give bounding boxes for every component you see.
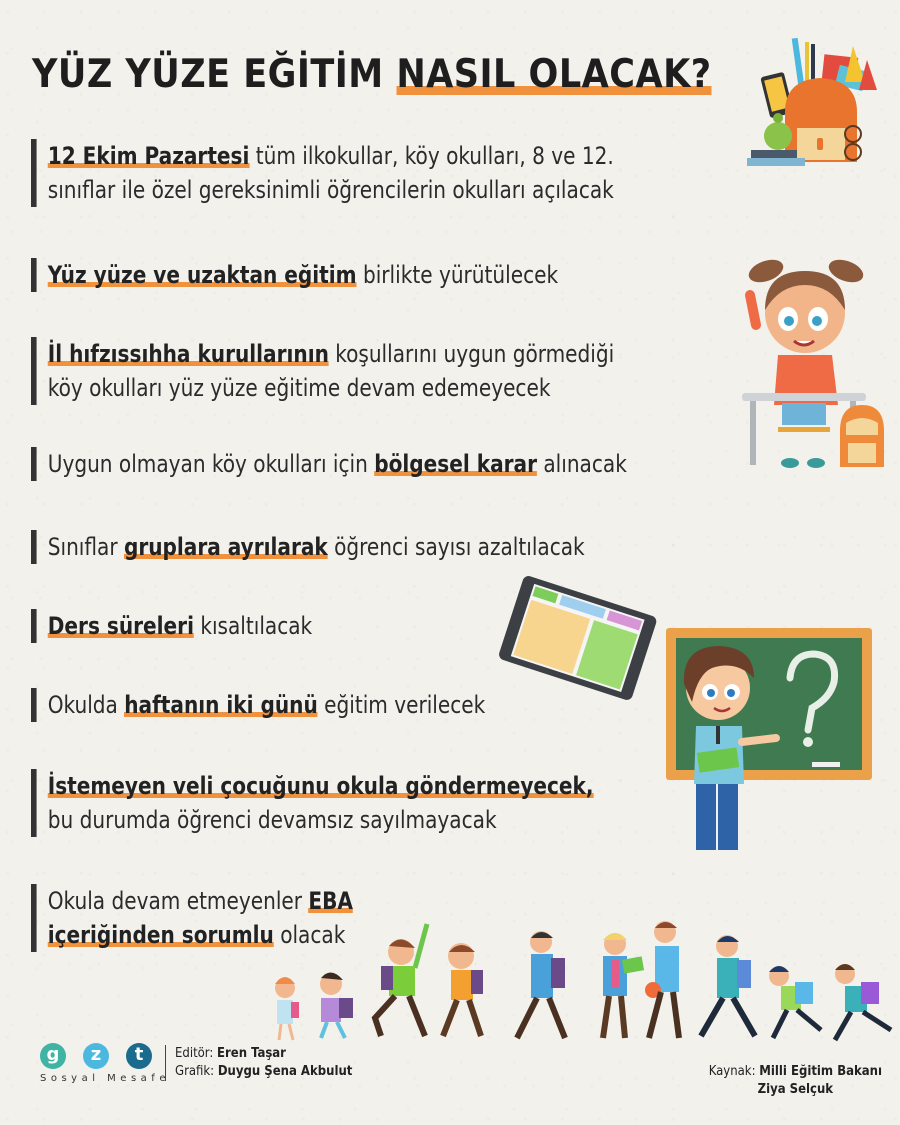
info-item-1 bbox=[31, 139, 614, 207]
tablet-icon bbox=[498, 572, 658, 702]
info-item-3 bbox=[31, 337, 614, 405]
item-text: Sınıflar bbox=[47, 533, 124, 561]
item-text-line2: sınıflar ile özel gereksinimli öğrencilerin okulları açılacak bbox=[47, 176, 614, 204]
credits bbox=[165, 1045, 352, 1081]
gzt-logo bbox=[40, 1043, 170, 1084]
info-item-5 bbox=[31, 530, 585, 564]
item-bold: İl hıfzıssıhha kurullarının bbox=[47, 340, 329, 368]
graphic-label: Grafik: bbox=[175, 1064, 218, 1079]
item-bold-line2: içeriğinden sorumlu bbox=[47, 921, 274, 949]
item-bold: gruplara ayrılarak bbox=[123, 533, 328, 561]
item-bold: İstemeyen veli çocuğunu okula göndermeyecek, bbox=[47, 772, 594, 800]
logo-subtitle: Sosyal Mesafe bbox=[40, 1073, 170, 1084]
info-item-8 bbox=[31, 769, 594, 837]
item-bold: Yüz yüze ve uzaktan eğitim bbox=[47, 261, 357, 289]
source-credit bbox=[709, 1063, 882, 1099]
item-text-line2: bu durumda öğrenci devamsız sayılmayacak bbox=[47, 806, 497, 834]
info-item-7 bbox=[31, 688, 485, 722]
info-item-6 bbox=[31, 609, 312, 643]
item-bold: EBA bbox=[308, 887, 353, 915]
item-bold: 12 Ekim Pazartesi bbox=[47, 142, 250, 170]
girl-at-desk-icon bbox=[738, 255, 898, 475]
source-label: Kaynak: bbox=[708, 1064, 760, 1079]
school-backpack-icon bbox=[745, 32, 895, 172]
info-item-2 bbox=[31, 258, 558, 292]
item-bold: Ders süreleri bbox=[47, 612, 194, 640]
item-text: öğrenci sayısı azaltılacak bbox=[327, 533, 585, 561]
source-name-2: Ziya Selçuk bbox=[757, 1082, 834, 1097]
item-text: Okula devam etmeyenler bbox=[47, 887, 309, 915]
item-text: birlikte yürütülecek bbox=[356, 261, 559, 289]
item-text: alınacak bbox=[536, 450, 627, 478]
source-name: Milli Eğitim Bakanı bbox=[759, 1064, 882, 1079]
item-text: olacak bbox=[273, 921, 346, 949]
item-text-line2: köy okulları yüz yüze eğitime devam edemeyecek bbox=[47, 374, 551, 402]
editor-name: Eren Taşar bbox=[217, 1046, 286, 1061]
item-bold: bölgesel karar bbox=[374, 450, 537, 478]
item-bold: haftanın iki günü bbox=[124, 691, 318, 719]
item-text: kısaltılacak bbox=[193, 612, 313, 640]
info-item-4 bbox=[31, 447, 627, 481]
item-text: Uygun olmayan köy okulları için bbox=[47, 450, 375, 478]
item-text: Okulda bbox=[47, 691, 125, 719]
title-highlight: NASIL OLACAK? bbox=[396, 52, 712, 97]
teacher-chalkboard-icon bbox=[662, 622, 877, 857]
graphic-name: Duygu Şena Akbulut bbox=[217, 1064, 353, 1079]
logo-letter-g: g bbox=[40, 1043, 66, 1069]
item-text: eğitim verilecek bbox=[317, 691, 486, 719]
walking-students-icon bbox=[255, 918, 900, 1043]
logo-letter-t: t bbox=[126, 1043, 152, 1069]
logo-letter-z: z bbox=[83, 1043, 109, 1069]
editor-label: Editör: bbox=[175, 1046, 218, 1061]
title-plain: YÜZ YÜZE EĞİTİM bbox=[32, 52, 397, 97]
item-text: koşullarını uygun görmediği bbox=[328, 340, 615, 368]
item-text: tüm ilkokullar, köy okulları, 8 ve 12. bbox=[249, 142, 614, 170]
page-title bbox=[32, 52, 712, 97]
